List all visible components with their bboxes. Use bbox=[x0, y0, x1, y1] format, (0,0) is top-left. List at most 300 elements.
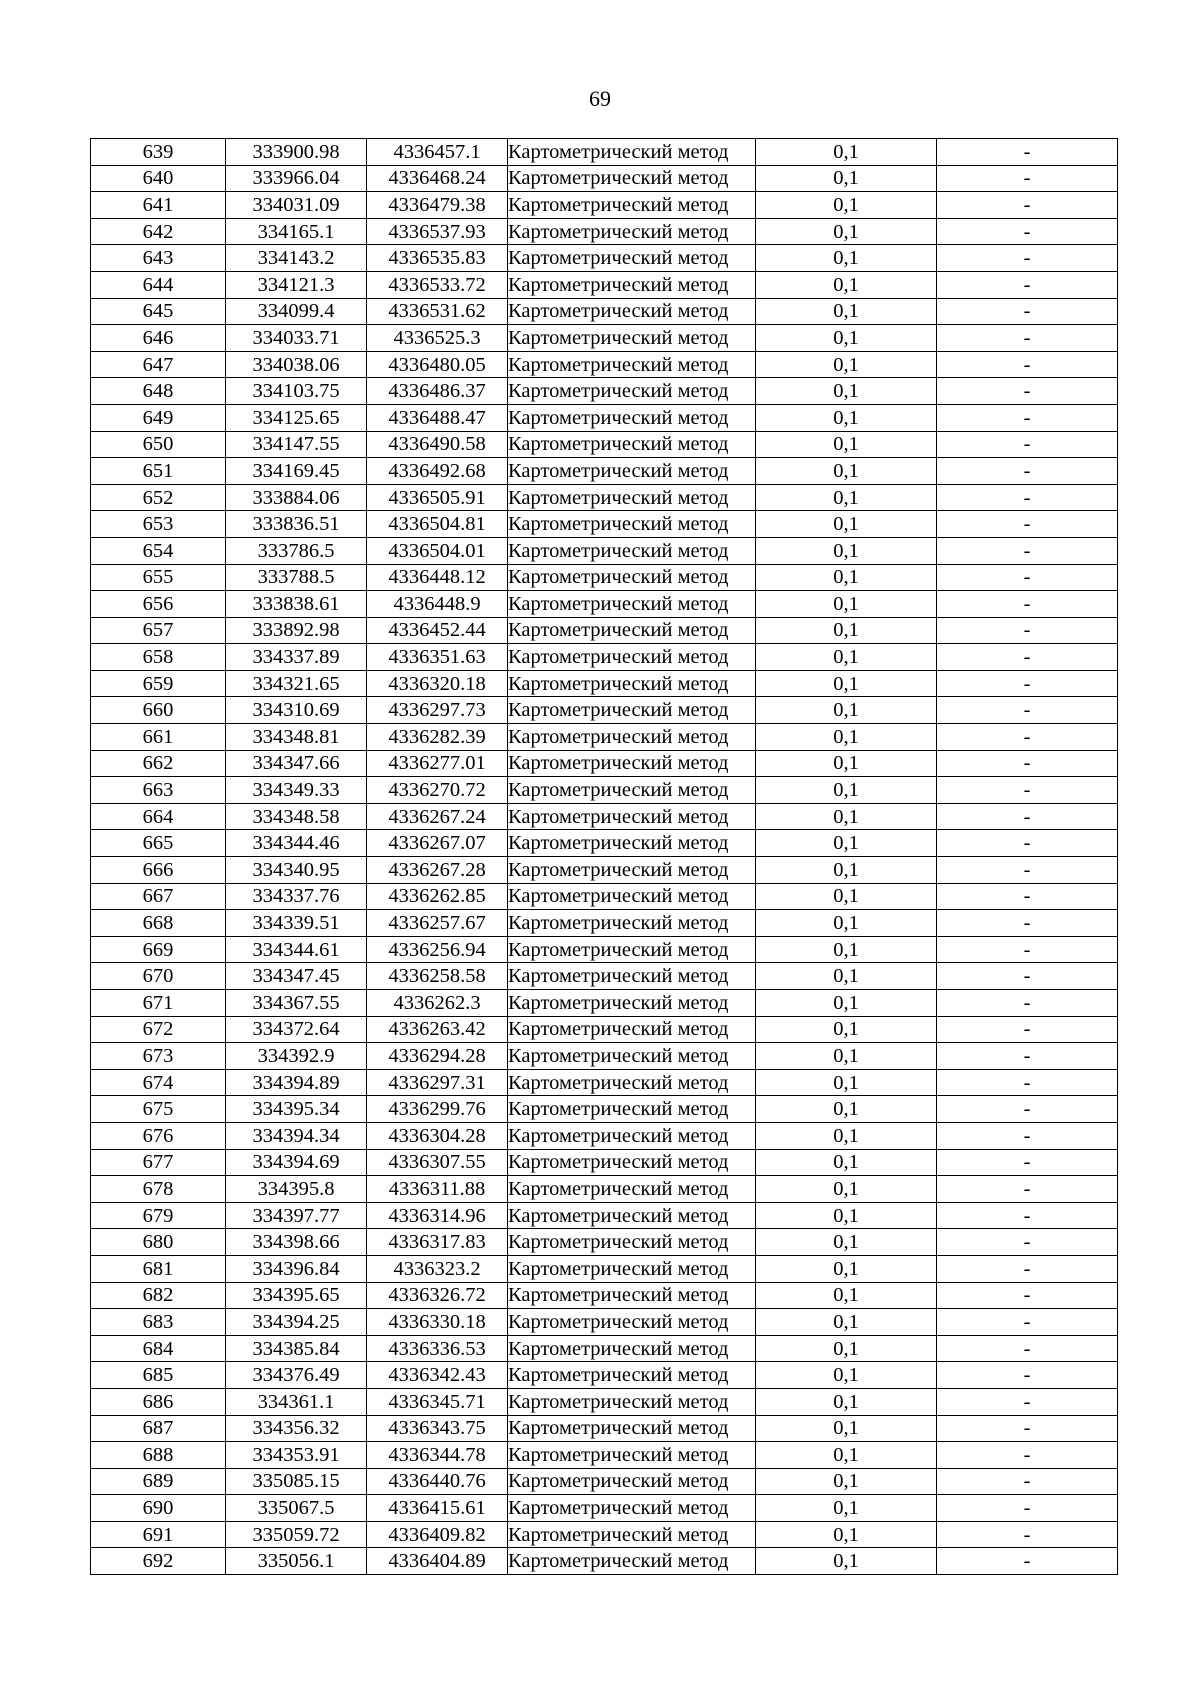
y-coordinate-cell: 4336537.93 bbox=[367, 218, 508, 245]
note-cell: - bbox=[937, 537, 1118, 564]
note-cell: - bbox=[937, 990, 1118, 1017]
point-number-cell: 656 bbox=[91, 591, 226, 618]
x-coordinate-cell: 335067.5 bbox=[226, 1495, 367, 1522]
method-cell: Картометрический метод bbox=[508, 431, 756, 458]
note-cell: - bbox=[937, 1202, 1118, 1229]
method-cell: Картометрический метод bbox=[508, 1122, 756, 1149]
point-number-cell: 690 bbox=[91, 1495, 226, 1522]
table-row bbox=[91, 1149, 1118, 1176]
y-coordinate-cell: 4336480.05 bbox=[367, 351, 508, 378]
note-cell: - bbox=[937, 1548, 1118, 1575]
note-cell: - bbox=[937, 591, 1118, 618]
point-number-cell: 686 bbox=[91, 1388, 226, 1415]
accuracy-cell: 0,1 bbox=[756, 192, 937, 219]
table-row bbox=[91, 1229, 1118, 1256]
table-row bbox=[91, 963, 1118, 990]
accuracy-cell: 0,1 bbox=[756, 617, 937, 644]
table-row bbox=[91, 1309, 1118, 1336]
x-coordinate-cell: 333788.5 bbox=[226, 564, 367, 591]
point-number-cell: 646 bbox=[91, 325, 226, 352]
note-cell: - bbox=[937, 245, 1118, 272]
table-row bbox=[91, 697, 1118, 724]
note-cell: - bbox=[937, 803, 1118, 830]
method-cell: Картометрический метод bbox=[508, 910, 756, 937]
y-coordinate-cell: 4336297.73 bbox=[367, 697, 508, 724]
method-cell: Картометрический метод bbox=[508, 1149, 756, 1176]
x-coordinate-cell: 333884.06 bbox=[226, 484, 367, 511]
x-coordinate-cell: 334337.89 bbox=[226, 644, 367, 671]
point-number-cell: 668 bbox=[91, 910, 226, 937]
note-cell: - bbox=[937, 857, 1118, 884]
point-number-cell: 650 bbox=[91, 431, 226, 458]
y-coordinate-cell: 4336343.75 bbox=[367, 1415, 508, 1442]
x-coordinate-cell: 334356.32 bbox=[226, 1415, 367, 1442]
x-coordinate-cell: 334031.09 bbox=[226, 192, 367, 219]
accuracy-cell: 0,1 bbox=[756, 1362, 937, 1389]
method-cell: Картометрический метод bbox=[508, 1495, 756, 1522]
accuracy-cell: 0,1 bbox=[756, 963, 937, 990]
y-coordinate-cell: 4336415.61 bbox=[367, 1495, 508, 1522]
method-cell: Картометрический метод bbox=[508, 697, 756, 724]
point-number-cell: 676 bbox=[91, 1122, 226, 1149]
note-cell: - bbox=[937, 1335, 1118, 1362]
method-cell: Картометрический метод bbox=[508, 484, 756, 511]
note-cell: - bbox=[937, 564, 1118, 591]
point-number-cell: 641 bbox=[91, 192, 226, 219]
note-cell: - bbox=[937, 351, 1118, 378]
note-cell: - bbox=[937, 431, 1118, 458]
point-number-cell: 684 bbox=[91, 1335, 226, 1362]
table-row bbox=[91, 1415, 1118, 1442]
note-cell: - bbox=[937, 1016, 1118, 1043]
x-coordinate-cell: 335059.72 bbox=[226, 1521, 367, 1548]
note-cell: - bbox=[937, 1282, 1118, 1309]
note-cell: - bbox=[937, 750, 1118, 777]
table-row bbox=[91, 1096, 1118, 1123]
point-number-cell: 642 bbox=[91, 218, 226, 245]
point-number-cell: 683 bbox=[91, 1309, 226, 1336]
method-cell: Картометрический метод bbox=[508, 404, 756, 431]
point-number-cell: 685 bbox=[91, 1362, 226, 1389]
note-cell: - bbox=[937, 1309, 1118, 1336]
x-coordinate-cell: 334344.46 bbox=[226, 830, 367, 857]
accuracy-cell: 0,1 bbox=[756, 803, 937, 830]
y-coordinate-cell: 4336267.24 bbox=[367, 803, 508, 830]
method-cell: Картометрический метод bbox=[508, 1229, 756, 1256]
page-number: 69 bbox=[589, 86, 611, 111]
accuracy-cell: 0,1 bbox=[756, 670, 937, 697]
accuracy-cell: 0,1 bbox=[756, 139, 937, 166]
method-cell: Картометрический метод bbox=[508, 218, 756, 245]
y-coordinate-cell: 4336448.9 bbox=[367, 591, 508, 618]
accuracy-cell: 0,1 bbox=[756, 484, 937, 511]
accuracy-cell: 0,1 bbox=[756, 1388, 937, 1415]
point-number-cell: 665 bbox=[91, 830, 226, 857]
method-cell: Картометрический метод bbox=[508, 165, 756, 192]
table-row bbox=[91, 298, 1118, 325]
table-row bbox=[91, 1122, 1118, 1149]
point-number-cell: 663 bbox=[91, 777, 226, 804]
y-coordinate-cell: 4336262.85 bbox=[367, 883, 508, 910]
method-cell: Картометрический метод bbox=[508, 883, 756, 910]
note-cell: - bbox=[937, 644, 1118, 671]
method-cell: Картометрический метод bbox=[508, 1521, 756, 1548]
point-number-cell: 659 bbox=[91, 670, 226, 697]
table-row bbox=[91, 351, 1118, 378]
y-coordinate-cell: 4336440.76 bbox=[367, 1468, 508, 1495]
method-cell: Картометрический метод bbox=[508, 591, 756, 618]
y-coordinate-cell: 4336330.18 bbox=[367, 1309, 508, 1336]
note-cell: - bbox=[937, 165, 1118, 192]
point-number-cell: 669 bbox=[91, 936, 226, 963]
point-number-cell: 662 bbox=[91, 750, 226, 777]
accuracy-cell: 0,1 bbox=[756, 777, 937, 804]
accuracy-cell: 0,1 bbox=[756, 857, 937, 884]
table-row bbox=[91, 218, 1118, 245]
table-row bbox=[91, 724, 1118, 751]
y-coordinate-cell: 4336504.81 bbox=[367, 511, 508, 538]
y-coordinate-cell: 4336267.28 bbox=[367, 857, 508, 884]
x-coordinate-cell: 334340.95 bbox=[226, 857, 367, 884]
point-number-cell: 652 bbox=[91, 484, 226, 511]
point-number-cell: 688 bbox=[91, 1442, 226, 1469]
y-coordinate-cell: 4336351.63 bbox=[367, 644, 508, 671]
method-cell: Картометрический метод bbox=[508, 351, 756, 378]
note-cell: - bbox=[937, 404, 1118, 431]
table-row bbox=[91, 1335, 1118, 1362]
accuracy-cell: 0,1 bbox=[756, 1043, 937, 1070]
y-coordinate-cell: 4336258.58 bbox=[367, 963, 508, 990]
point-number-cell: 670 bbox=[91, 963, 226, 990]
point-number-cell: 680 bbox=[91, 1229, 226, 1256]
y-coordinate-cell: 4336320.18 bbox=[367, 670, 508, 697]
method-cell: Картометрический метод bbox=[508, 139, 756, 166]
y-coordinate-cell: 4336294.28 bbox=[367, 1043, 508, 1070]
coordinates-table bbox=[90, 138, 1118, 1575]
table-row bbox=[91, 803, 1118, 830]
note-cell: - bbox=[937, 325, 1118, 352]
accuracy-cell: 0,1 bbox=[756, 936, 937, 963]
point-number-cell: 654 bbox=[91, 537, 226, 564]
x-coordinate-cell: 334169.45 bbox=[226, 458, 367, 485]
x-coordinate-cell: 334385.84 bbox=[226, 1335, 367, 1362]
table-row bbox=[91, 670, 1118, 697]
y-coordinate-cell: 4336326.72 bbox=[367, 1282, 508, 1309]
point-number-cell: 639 bbox=[91, 139, 226, 166]
table-row bbox=[91, 484, 1118, 511]
point-number-cell: 640 bbox=[91, 165, 226, 192]
method-cell: Картометрический метод bbox=[508, 245, 756, 272]
method-cell: Картометрический метод bbox=[508, 670, 756, 697]
table-row bbox=[91, 1548, 1118, 1575]
x-coordinate-cell: 334347.45 bbox=[226, 963, 367, 990]
x-coordinate-cell: 333900.98 bbox=[226, 139, 367, 166]
accuracy-cell: 0,1 bbox=[756, 1548, 937, 1575]
note-cell: - bbox=[937, 1415, 1118, 1442]
method-cell: Картометрический метод bbox=[508, 1548, 756, 1575]
x-coordinate-cell: 334394.69 bbox=[226, 1149, 367, 1176]
x-coordinate-cell: 334099.4 bbox=[226, 298, 367, 325]
table-row bbox=[91, 990, 1118, 1017]
note-cell: - bbox=[937, 830, 1118, 857]
y-coordinate-cell: 4336256.94 bbox=[367, 936, 508, 963]
method-cell: Картометрический метод bbox=[508, 458, 756, 485]
accuracy-cell: 0,1 bbox=[756, 1069, 937, 1096]
method-cell: Картометрический метод bbox=[508, 1362, 756, 1389]
y-coordinate-cell: 4336488.47 bbox=[367, 404, 508, 431]
note-cell: - bbox=[937, 271, 1118, 298]
method-cell: Картометрический метод bbox=[508, 378, 756, 405]
method-cell: Картометрический метод bbox=[508, 1016, 756, 1043]
accuracy-cell: 0,1 bbox=[756, 431, 937, 458]
accuracy-cell: 0,1 bbox=[756, 271, 937, 298]
table-row bbox=[91, 1468, 1118, 1495]
accuracy-cell: 0,1 bbox=[756, 298, 937, 325]
x-coordinate-cell: 334143.2 bbox=[226, 245, 367, 272]
note-cell: - bbox=[937, 1149, 1118, 1176]
table-row bbox=[91, 458, 1118, 485]
method-cell: Картометрический метод bbox=[508, 192, 756, 219]
x-coordinate-cell: 334321.65 bbox=[226, 670, 367, 697]
x-coordinate-cell: 334395.8 bbox=[226, 1176, 367, 1203]
accuracy-cell: 0,1 bbox=[756, 1468, 937, 1495]
table-row bbox=[91, 644, 1118, 671]
x-coordinate-cell: 334353.91 bbox=[226, 1442, 367, 1469]
table-row bbox=[91, 564, 1118, 591]
table-row bbox=[91, 1388, 1118, 1415]
x-coordinate-cell: 334147.55 bbox=[226, 431, 367, 458]
accuracy-cell: 0,1 bbox=[756, 351, 937, 378]
note-cell: - bbox=[937, 617, 1118, 644]
accuracy-cell: 0,1 bbox=[756, 458, 937, 485]
table-row bbox=[91, 271, 1118, 298]
table-row bbox=[91, 1069, 1118, 1096]
y-coordinate-cell: 4336263.42 bbox=[367, 1016, 508, 1043]
point-number-cell: 644 bbox=[91, 271, 226, 298]
accuracy-cell: 0,1 bbox=[756, 1202, 937, 1229]
y-coordinate-cell: 4336270.72 bbox=[367, 777, 508, 804]
accuracy-cell: 0,1 bbox=[756, 325, 937, 352]
y-coordinate-cell: 4336344.78 bbox=[367, 1442, 508, 1469]
point-number-cell: 675 bbox=[91, 1096, 226, 1123]
table-row bbox=[91, 192, 1118, 219]
method-cell: Картометрический метод bbox=[508, 803, 756, 830]
method-cell: Картометрический метод bbox=[508, 1282, 756, 1309]
method-cell: Картометрический метод bbox=[508, 1442, 756, 1469]
accuracy-cell: 0,1 bbox=[756, 218, 937, 245]
table-row bbox=[91, 777, 1118, 804]
y-coordinate-cell: 4336345.71 bbox=[367, 1388, 508, 1415]
note-cell: - bbox=[937, 883, 1118, 910]
x-coordinate-cell: 334125.65 bbox=[226, 404, 367, 431]
x-coordinate-cell: 334348.58 bbox=[226, 803, 367, 830]
note-cell: - bbox=[937, 1495, 1118, 1522]
y-coordinate-cell: 4336323.2 bbox=[367, 1255, 508, 1282]
accuracy-cell: 0,1 bbox=[756, 165, 937, 192]
note-cell: - bbox=[937, 724, 1118, 751]
accuracy-cell: 0,1 bbox=[756, 378, 937, 405]
x-coordinate-cell: 334394.89 bbox=[226, 1069, 367, 1096]
table-row bbox=[91, 1282, 1118, 1309]
accuracy-cell: 0,1 bbox=[756, 1521, 937, 1548]
x-coordinate-cell: 334165.1 bbox=[226, 218, 367, 245]
x-coordinate-cell: 334033.71 bbox=[226, 325, 367, 352]
method-cell: Картометрический метод bbox=[508, 777, 756, 804]
x-coordinate-cell: 334348.81 bbox=[226, 724, 367, 751]
y-coordinate-cell: 4336311.88 bbox=[367, 1176, 508, 1203]
method-cell: Картометрический метод bbox=[508, 1176, 756, 1203]
point-number-cell: 679 bbox=[91, 1202, 226, 1229]
method-cell: Картометрический метод bbox=[508, 298, 756, 325]
note-cell: - bbox=[937, 139, 1118, 166]
method-cell: Картометрический метод bbox=[508, 1255, 756, 1282]
y-coordinate-cell: 4336277.01 bbox=[367, 750, 508, 777]
point-number-cell: 657 bbox=[91, 617, 226, 644]
table-row bbox=[91, 245, 1118, 272]
y-coordinate-cell: 4336404.89 bbox=[367, 1548, 508, 1575]
y-coordinate-cell: 4336457.1 bbox=[367, 139, 508, 166]
accuracy-cell: 0,1 bbox=[756, 1415, 937, 1442]
table-row bbox=[91, 1362, 1118, 1389]
x-coordinate-cell: 335056.1 bbox=[226, 1548, 367, 1575]
point-number-cell: 645 bbox=[91, 298, 226, 325]
y-coordinate-cell: 4336307.55 bbox=[367, 1149, 508, 1176]
table-row bbox=[91, 431, 1118, 458]
x-coordinate-cell: 333966.04 bbox=[226, 165, 367, 192]
table-row bbox=[91, 165, 1118, 192]
table-row bbox=[91, 591, 1118, 618]
note-cell: - bbox=[937, 192, 1118, 219]
y-coordinate-cell: 4336262.3 bbox=[367, 990, 508, 1017]
table-row bbox=[91, 883, 1118, 910]
note-cell: - bbox=[937, 910, 1118, 937]
table-row bbox=[91, 404, 1118, 431]
method-cell: Картометрический метод bbox=[508, 990, 756, 1017]
accuracy-cell: 0,1 bbox=[756, 537, 937, 564]
method-cell: Картометрический метод bbox=[508, 857, 756, 884]
table-row bbox=[91, 617, 1118, 644]
point-number-cell: 691 bbox=[91, 1521, 226, 1548]
point-number-cell: 666 bbox=[91, 857, 226, 884]
note-cell: - bbox=[937, 1229, 1118, 1256]
method-cell: Картометрический метод bbox=[508, 936, 756, 963]
accuracy-cell: 0,1 bbox=[756, 724, 937, 751]
x-coordinate-cell: 334349.33 bbox=[226, 777, 367, 804]
method-cell: Картометрический метод bbox=[508, 537, 756, 564]
accuracy-cell: 0,1 bbox=[756, 910, 937, 937]
y-coordinate-cell: 4336531.62 bbox=[367, 298, 508, 325]
accuracy-cell: 0,1 bbox=[756, 1309, 937, 1336]
note-cell: - bbox=[937, 963, 1118, 990]
note-cell: - bbox=[937, 298, 1118, 325]
note-cell: - bbox=[937, 777, 1118, 804]
y-coordinate-cell: 4336297.31 bbox=[367, 1069, 508, 1096]
note-cell: - bbox=[937, 936, 1118, 963]
accuracy-cell: 0,1 bbox=[756, 644, 937, 671]
note-cell: - bbox=[937, 1122, 1118, 1149]
coordinates-table-body bbox=[91, 139, 1118, 1575]
point-number-cell: 647 bbox=[91, 351, 226, 378]
method-cell: Картометрический метод bbox=[508, 1069, 756, 1096]
point-number-cell: 648 bbox=[91, 378, 226, 405]
y-coordinate-cell: 4336314.96 bbox=[367, 1202, 508, 1229]
point-number-cell: 664 bbox=[91, 803, 226, 830]
note-cell: - bbox=[937, 458, 1118, 485]
x-coordinate-cell: 334372.64 bbox=[226, 1016, 367, 1043]
accuracy-cell: 0,1 bbox=[756, 404, 937, 431]
point-number-cell: 674 bbox=[91, 1069, 226, 1096]
point-number-cell: 671 bbox=[91, 990, 226, 1017]
note-cell: - bbox=[937, 218, 1118, 245]
table-row bbox=[91, 936, 1118, 963]
table-row bbox=[91, 1043, 1118, 1070]
method-cell: Картометрический метод bbox=[508, 750, 756, 777]
x-coordinate-cell: 334121.3 bbox=[226, 271, 367, 298]
x-coordinate-cell: 334347.66 bbox=[226, 750, 367, 777]
x-coordinate-cell: 334392.9 bbox=[226, 1043, 367, 1070]
note-cell: - bbox=[937, 1468, 1118, 1495]
method-cell: Картометрический метод bbox=[508, 963, 756, 990]
accuracy-cell: 0,1 bbox=[756, 511, 937, 538]
y-coordinate-cell: 4336304.28 bbox=[367, 1122, 508, 1149]
point-number-cell: 667 bbox=[91, 883, 226, 910]
note-cell: - bbox=[937, 511, 1118, 538]
note-cell: - bbox=[937, 670, 1118, 697]
table-row bbox=[91, 910, 1118, 937]
note-cell: - bbox=[937, 1362, 1118, 1389]
note-cell: - bbox=[937, 1069, 1118, 1096]
table-row bbox=[91, 511, 1118, 538]
method-cell: Картометрический метод bbox=[508, 1043, 756, 1070]
table-row bbox=[91, 1016, 1118, 1043]
accuracy-cell: 0,1 bbox=[756, 1176, 937, 1203]
table-row bbox=[91, 1521, 1118, 1548]
table-row bbox=[91, 325, 1118, 352]
point-number-cell: 682 bbox=[91, 1282, 226, 1309]
accuracy-cell: 0,1 bbox=[756, 564, 937, 591]
x-coordinate-cell: 334367.55 bbox=[226, 990, 367, 1017]
note-cell: - bbox=[937, 1043, 1118, 1070]
method-cell: Картометрический метод bbox=[508, 1096, 756, 1123]
note-cell: - bbox=[937, 1521, 1118, 1548]
point-number-cell: 681 bbox=[91, 1255, 226, 1282]
method-cell: Картометрический метод bbox=[508, 1415, 756, 1442]
y-coordinate-cell: 4336533.72 bbox=[367, 271, 508, 298]
y-coordinate-cell: 4336452.44 bbox=[367, 617, 508, 644]
accuracy-cell: 0,1 bbox=[756, 883, 937, 910]
x-coordinate-cell: 334396.84 bbox=[226, 1255, 367, 1282]
point-number-cell: 661 bbox=[91, 724, 226, 751]
y-coordinate-cell: 4336336.53 bbox=[367, 1335, 508, 1362]
accuracy-cell: 0,1 bbox=[756, 1122, 937, 1149]
note-cell: - bbox=[937, 1442, 1118, 1469]
table-row bbox=[91, 378, 1118, 405]
point-number-cell: 660 bbox=[91, 697, 226, 724]
point-number-cell: 692 bbox=[91, 1548, 226, 1575]
y-coordinate-cell: 4336409.82 bbox=[367, 1521, 508, 1548]
method-cell: Картометрический метод bbox=[508, 564, 756, 591]
note-cell: - bbox=[937, 697, 1118, 724]
accuracy-cell: 0,1 bbox=[756, 750, 937, 777]
y-coordinate-cell: 4336282.39 bbox=[367, 724, 508, 751]
accuracy-cell: 0,1 bbox=[756, 1335, 937, 1362]
x-coordinate-cell: 335085.15 bbox=[226, 1468, 367, 1495]
accuracy-cell: 0,1 bbox=[756, 830, 937, 857]
x-coordinate-cell: 333838.61 bbox=[226, 591, 367, 618]
table-row bbox=[91, 139, 1118, 166]
x-coordinate-cell: 334103.75 bbox=[226, 378, 367, 405]
table-row bbox=[91, 1176, 1118, 1203]
